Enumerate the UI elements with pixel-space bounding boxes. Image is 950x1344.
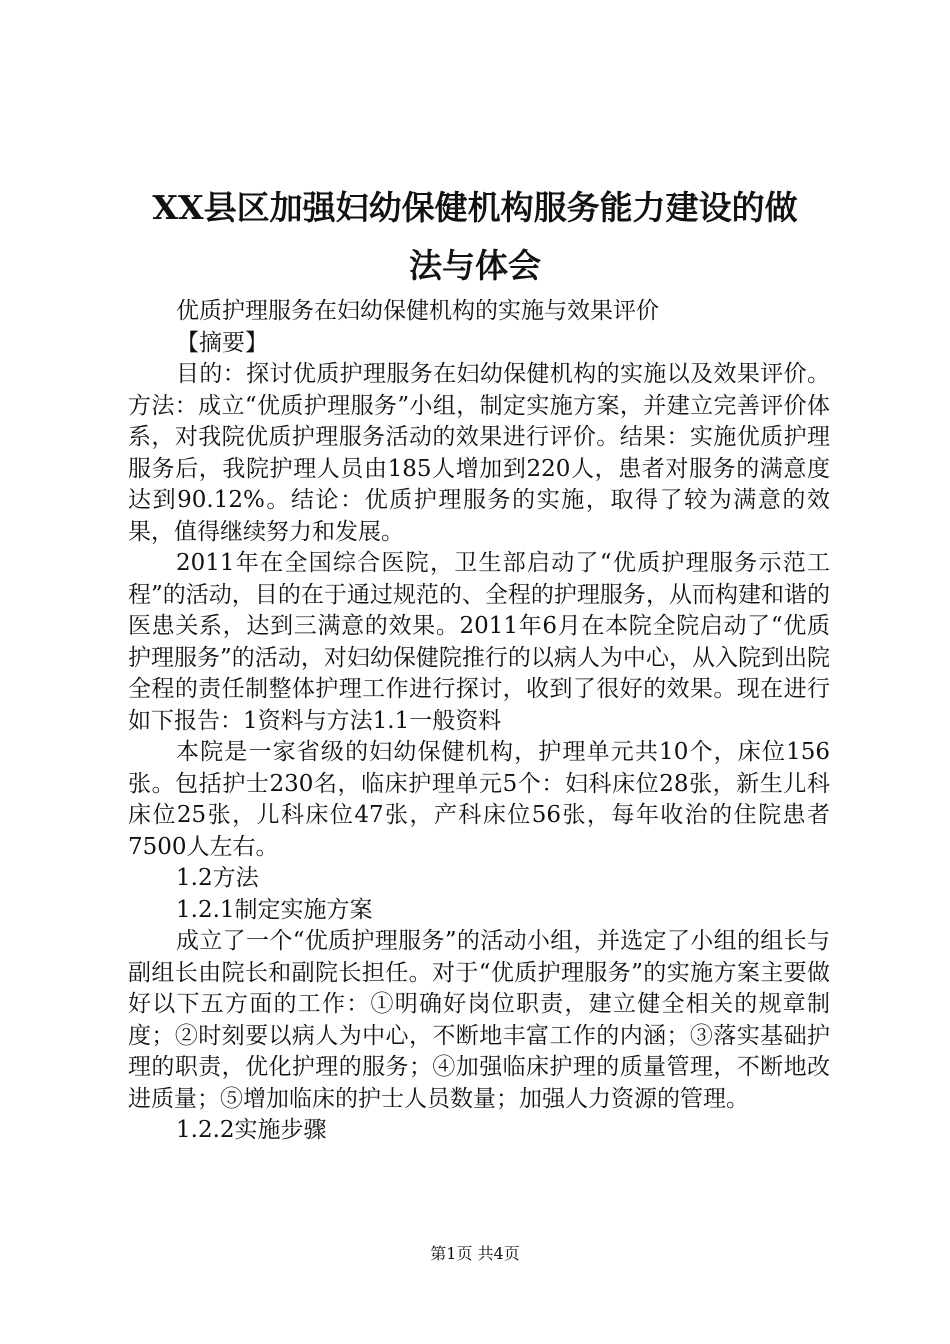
abstract-heading: 【摘要】 bbox=[176, 329, 268, 356]
document-title-line-1: XX县区加强妇幼保健机构服务能力建设的做 bbox=[152, 188, 798, 227]
page-footer: 第1页 共4页 bbox=[430, 1244, 520, 1263]
subtitle: 优质护理服务在妇幼保健机构的实施与效果评价 bbox=[176, 298, 659, 324]
document-title-line-2: 法与体会 bbox=[409, 246, 541, 285]
section-heading-methods: 1.2方法 bbox=[176, 865, 259, 891]
section-heading-steps: 1.2.2实施步骤 bbox=[176, 1117, 327, 1143]
section-heading-plan: 1.2.1制定实施方案 bbox=[176, 896, 373, 923]
abstract-paragraph: 目的：探讨优质护理服务在妇幼保健机构的实施以及效果评价。方法：成立“优质护理服务”小组，制定实施方案，并建立完善评价体系，对我院优质护理服务活动的效果进行评价。结果：实施优质护理服务后，我院护理人员由185人增加到220人，患者对服务的满意度达到90.12%。结论：优质护理服务的实施，取得了较为满意的效果，值得继续努力和发展。 bbox=[128, 361, 830, 545]
general-data-paragraph: 本院是一家省级的妇幼保健机构，护理单元共10个，床位156张。包括护士230名，临床护理单元5个：妇科床位28张，新生儿科床位25张，儿科床位47张，产科床位56张，每年收治的住院患者7500人左右。 bbox=[128, 739, 830, 860]
plan-paragraph: 成立了一个“优质护理服务”的活动小组，并选定了小组的组长与副组长由院长和副院长担任。对于“优质护理服务”的实施方案主要做好以下五方面的工作：①明确好岗位职责，建立健全相关的规章制度；②时刻要以病人为中心，不断地丰富工作的内涵；③落实基础护理的职责，优化护理的服务；④加强临床护理的质量管理，不断地改进质量；⑤增加临床的护士人员数量；加强人力资源的管理。 bbox=[128, 928, 830, 1112]
intro-paragraph: 2011年在全国综合医院，卫生部启动了“优质护理服务示范工程”的活动，目的在于通过规范的、全程的护理服务，从而构建和谐的医患关系，达到三满意的效果。2011年6月在本院全院启动了“优质护理服务”的活动，对妇幼保健院推行的以病人为中心，从入院到出院全程的责任制整体护理工作进行探讨，收到了很好的效果。现在进行如下报告：1资料与方法1.1一般资料 bbox=[128, 550, 830, 734]
document-body bbox=[128, 296, 830, 1147]
